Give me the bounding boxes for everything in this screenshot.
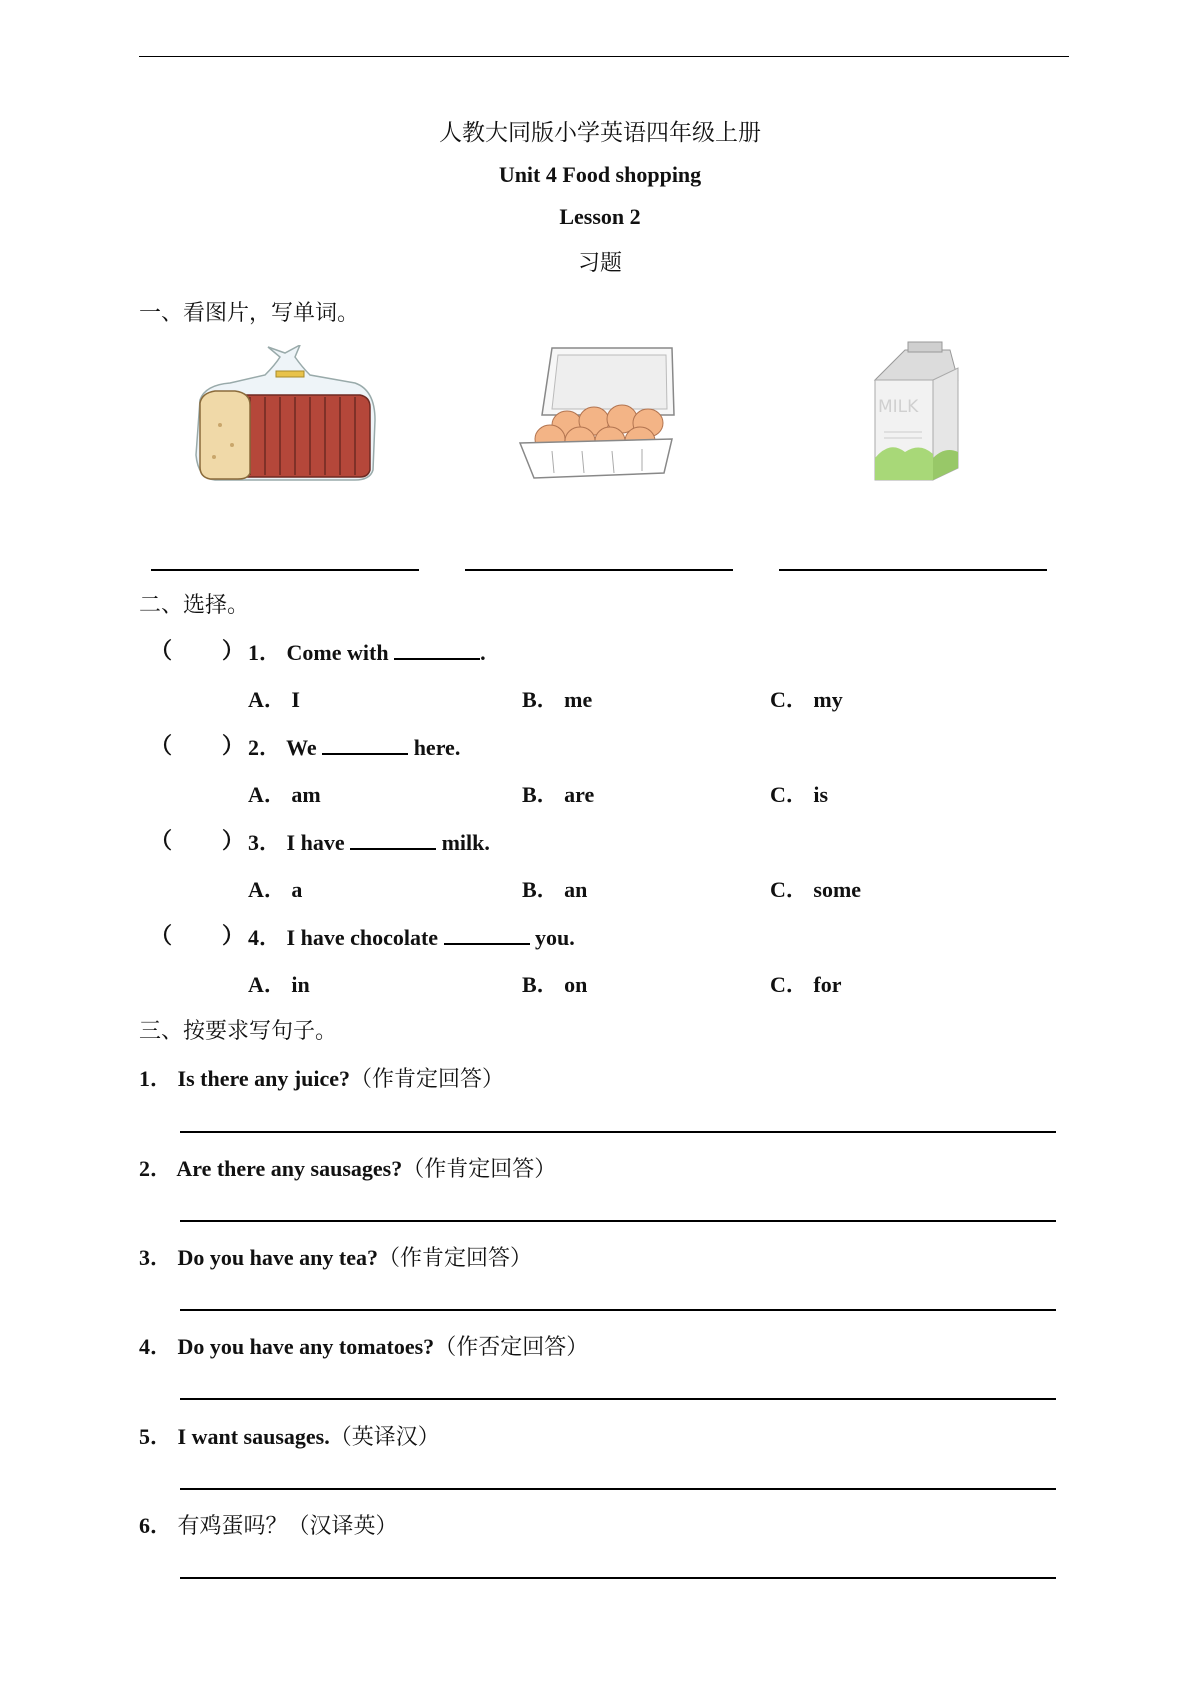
answer-line[interactable] [180,1398,1056,1400]
choice-paren-close: ） [222,923,245,948]
option-a[interactable]: A． a [248,877,303,902]
blank[interactable] [350,830,436,850]
choice-paren-close: ） [222,638,245,663]
answer-line[interactable] [180,1488,1056,1490]
bread-loaf-icon [190,345,380,485]
part3-heading: 三、按要求写句子。 [139,1019,338,1044]
choice-question: 3． I have milk. [248,830,490,855]
answer-line[interactable] [180,1131,1056,1133]
option-c[interactable]: C． some [770,877,862,902]
option-a[interactable]: A． am [248,782,321,807]
option-b[interactable]: B． on [522,972,588,997]
option-c[interactable]: C． is [770,782,829,807]
option-c[interactable]: C． for [770,972,842,997]
blank[interactable] [394,640,480,660]
choice-paren-open: （ [150,923,173,948]
answer-line[interactable] [180,1309,1056,1311]
milk-carton-icon [870,340,960,485]
choice-question: 2． We here. [248,735,461,760]
choice-paren-open: （ [150,828,173,853]
option-a[interactable]: A． I [248,687,300,712]
rewrite-question: 3． Do you have any tea?（作肯定回答） [139,1245,532,1271]
blank[interactable] [322,735,408,755]
rewrite-question: 2． Are there any sausages?（作肯定回答） [139,1156,557,1182]
option-b[interactable]: B． an [522,877,588,902]
milk-label: MILK [878,397,919,417]
answer-line[interactable] [180,1220,1056,1222]
choice-paren-open: （ [150,638,173,663]
part2-heading: 二、选择。 [139,593,250,618]
blank[interactable] [444,925,530,945]
option-a[interactable]: A． in [248,972,310,997]
part1-heading: 一、看图片，写单词。 [139,301,360,326]
doc-subtitle: 习题 [577,251,622,276]
rewrite-question: 6． 有鸡蛋吗？（汉译英） [139,1513,398,1539]
rewrite-question: 5． I want sausages.（英译汉） [139,1424,440,1450]
answer-line[interactable] [180,1577,1056,1579]
option-b[interactable]: B． are [522,782,595,807]
answer-line-eggs[interactable] [465,569,733,571]
choice-question: 4． I have chocolate you. [248,925,575,950]
lesson-title: Lesson 2 [559,204,641,229]
choice-paren-close: ） [222,828,245,853]
choice-paren-close: ） [222,733,245,758]
unit-title: Unit 4 Food shopping [498,162,702,187]
rewrite-question: 1． Is there any juice?（作肯定回答） [139,1066,505,1092]
option-b[interactable]: B． me [522,687,593,712]
choice-paren-open: （ [150,733,173,758]
egg-carton-icon [512,343,682,483]
option-c[interactable]: C． my [770,687,843,712]
doc-title: 人教大同版小学英语四年级上册 [439,120,761,146]
choice-question: 1． Come with . [248,640,486,665]
rewrite-question: 4． Do you have any tomatoes?（作否定回答） [139,1334,589,1360]
answer-line-milk[interactable] [779,569,1047,571]
answer-line-bread[interactable] [151,569,419,571]
header-rule [139,56,1069,57]
